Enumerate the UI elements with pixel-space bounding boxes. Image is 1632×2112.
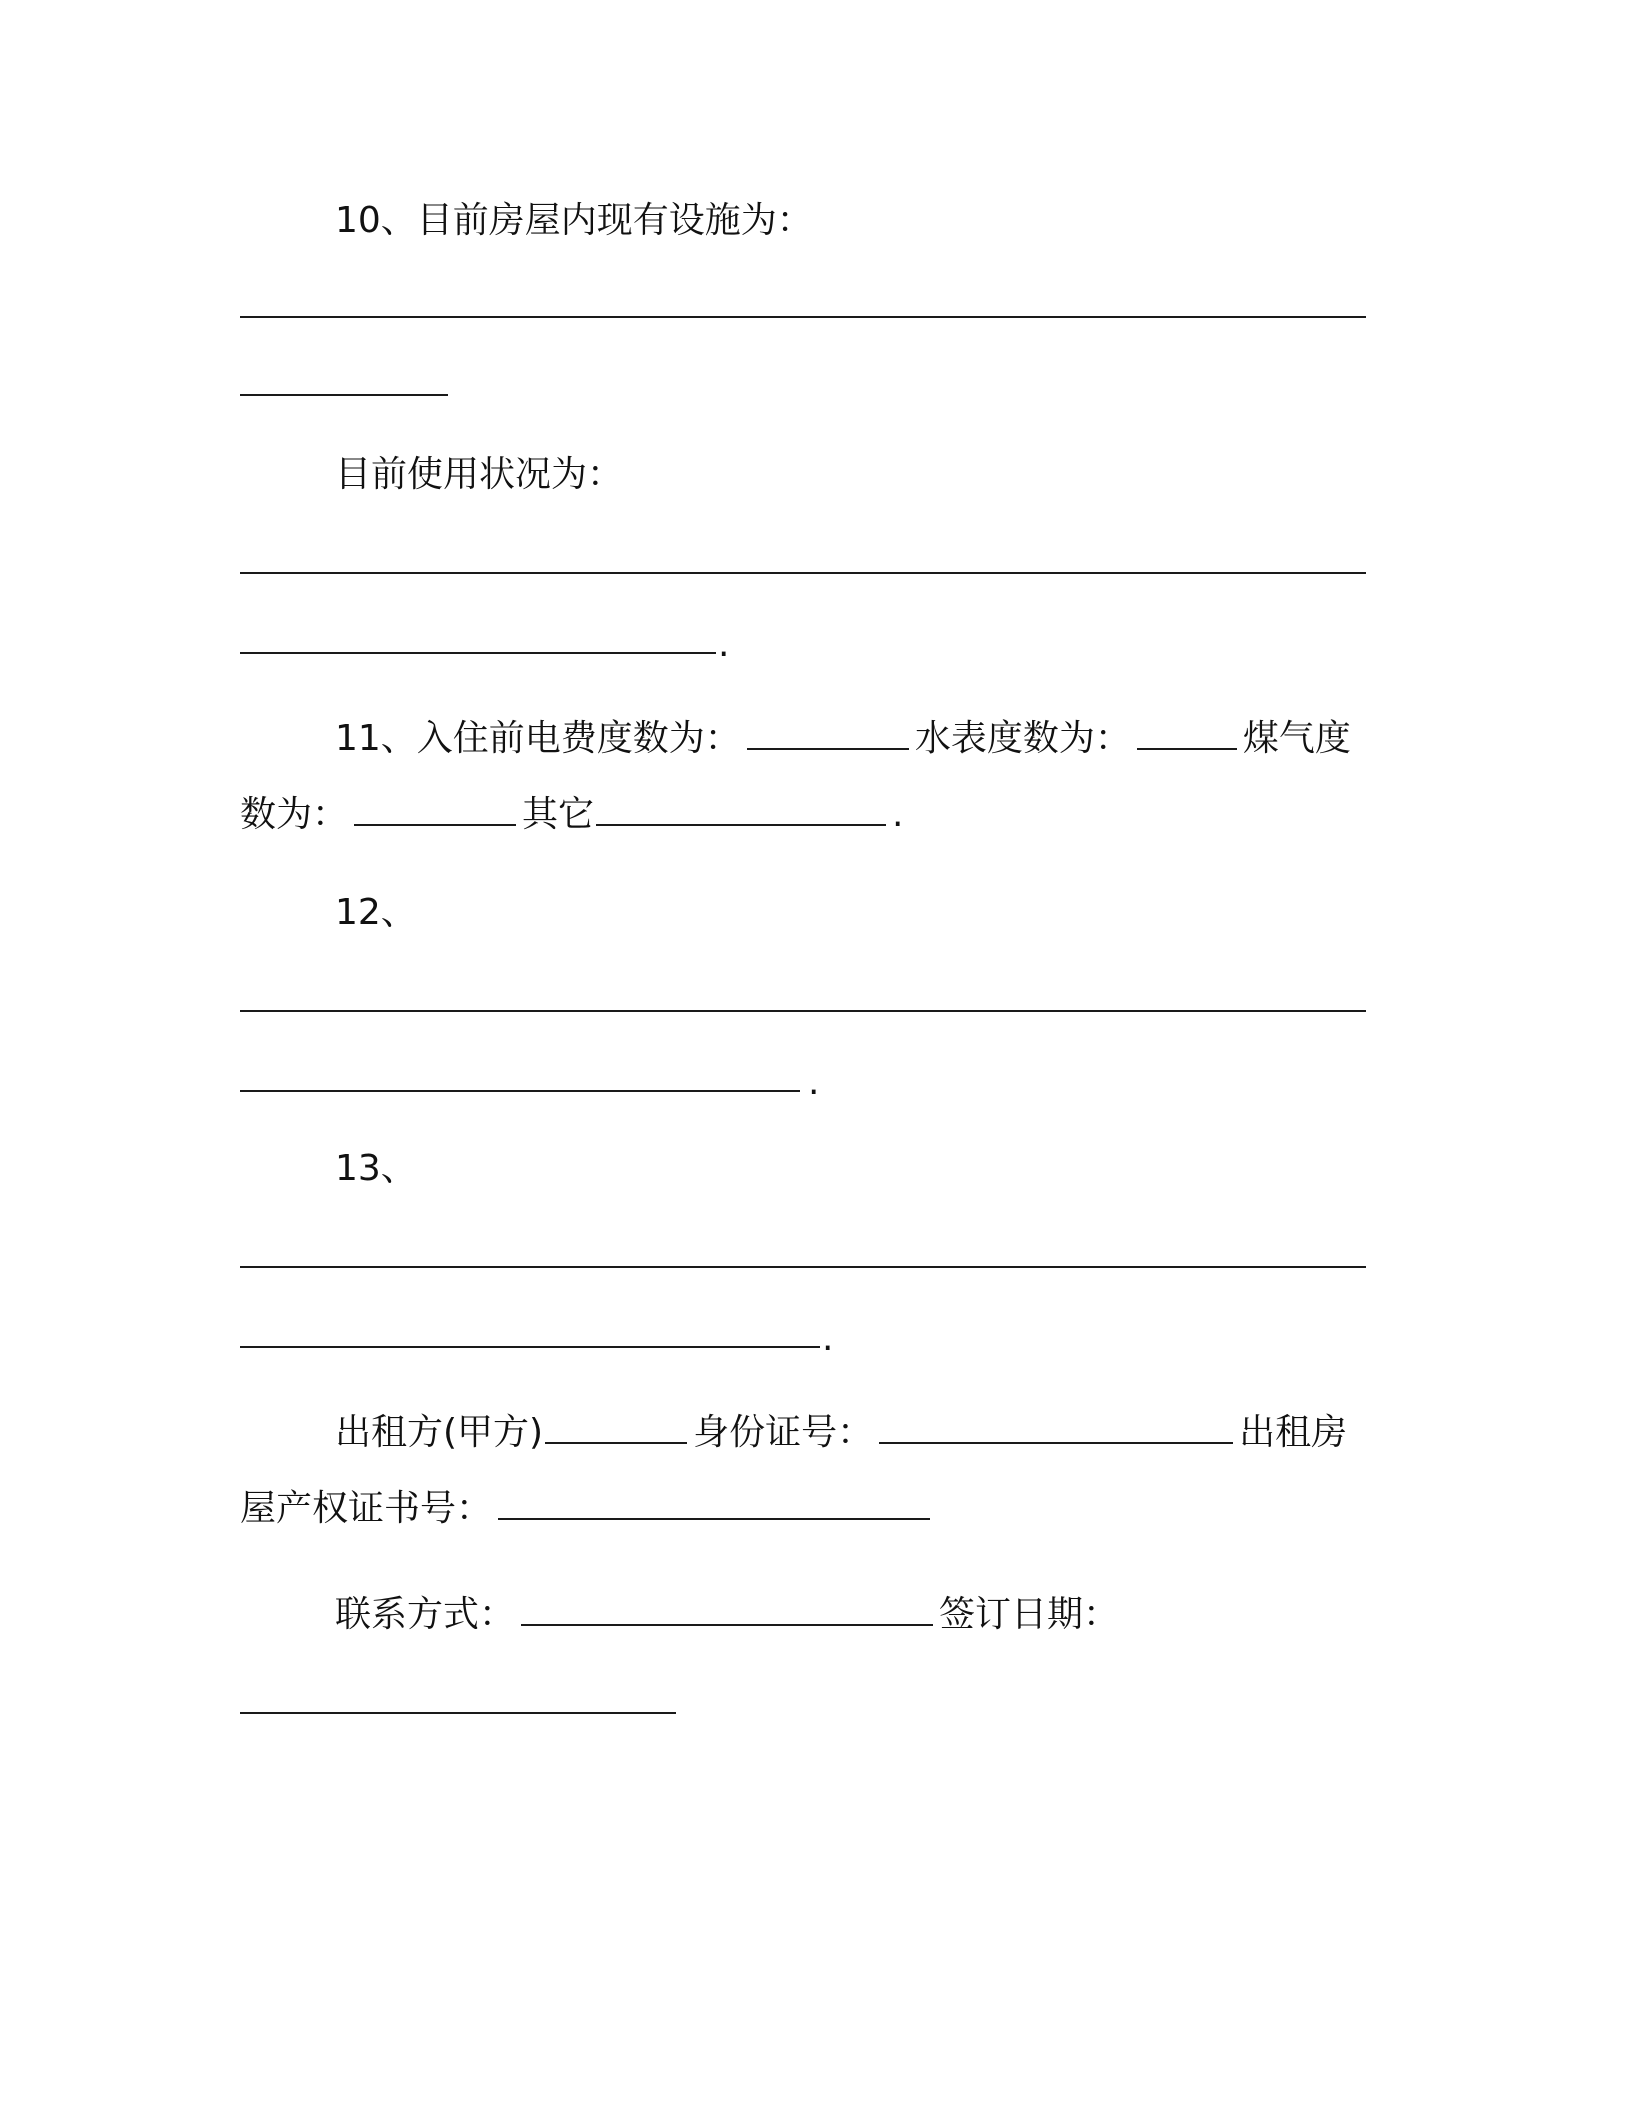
item12-blank-line2[interactable] <box>240 1090 800 1092</box>
item13-blank-line1[interactable] <box>240 1266 1366 1268</box>
other-reading-blank[interactable] <box>596 784 886 826</box>
property-cert-blank[interactable] <box>498 1478 930 1520</box>
cert-label-a: 出租房 <box>1239 1412 1348 1453</box>
sign-date-blank[interactable] <box>240 1712 676 1714</box>
electricity-reading-blank[interactable] <box>747 708 909 750</box>
item10-usage-blank-line2[interactable] <box>240 652 716 654</box>
item12-end-mark: . <box>808 1062 820 1103</box>
item10-facilities-blank-line2[interactable] <box>240 394 448 396</box>
lessor-row1 <box>335 1402 1347 1452</box>
lessor-label: 出租方(甲方) <box>335 1412 544 1453</box>
item12-blank-line1[interactable] <box>240 1010 1366 1012</box>
item11-label: 11、入住前电费度数为： <box>335 718 741 759</box>
item13-label: 13、 <box>335 1148 417 1189</box>
gas-reading-blank[interactable] <box>354 784 516 826</box>
item11-row1 <box>335 708 1351 758</box>
lessor-name-blank[interactable] <box>545 1402 687 1444</box>
water-label: 水表度数为： <box>914 718 1131 759</box>
id-label: 身份证号： <box>693 1412 874 1453</box>
item10-facilities-blank-line1[interactable] <box>240 316 1366 318</box>
contact-row <box>335 1584 1119 1634</box>
cert-label-b: 屋产权证书号： <box>240 1488 493 1529</box>
item12-label: 12、 <box>335 892 417 933</box>
water-reading-blank[interactable] <box>1137 708 1237 750</box>
item11-row2 <box>240 784 903 834</box>
item13-blank-line2[interactable] <box>240 1346 820 1348</box>
item10-usage-blank-line1[interactable] <box>240 572 1366 574</box>
item10-facilities-label: 10、目前房屋内现有设施为： <box>335 200 813 241</box>
gas-label-b: 数为： <box>240 794 349 835</box>
item10-usage-label: 目前使用状况为： <box>335 454 624 495</box>
other-label: 其它 <box>522 794 595 835</box>
date-label: 签订日期： <box>939 1594 1120 1635</box>
contact-blank[interactable] <box>521 1584 933 1626</box>
contact-label: 联系方式： <box>335 1594 516 1635</box>
item10-end-mark: . <box>718 624 730 665</box>
item13-end-mark: . <box>822 1318 834 1359</box>
lessor-row2 <box>240 1478 936 1528</box>
item11-end-mark: . <box>892 794 904 835</box>
id-number-blank[interactable] <box>879 1402 1233 1444</box>
gas-label-a: 煤气度 <box>1242 718 1351 759</box>
